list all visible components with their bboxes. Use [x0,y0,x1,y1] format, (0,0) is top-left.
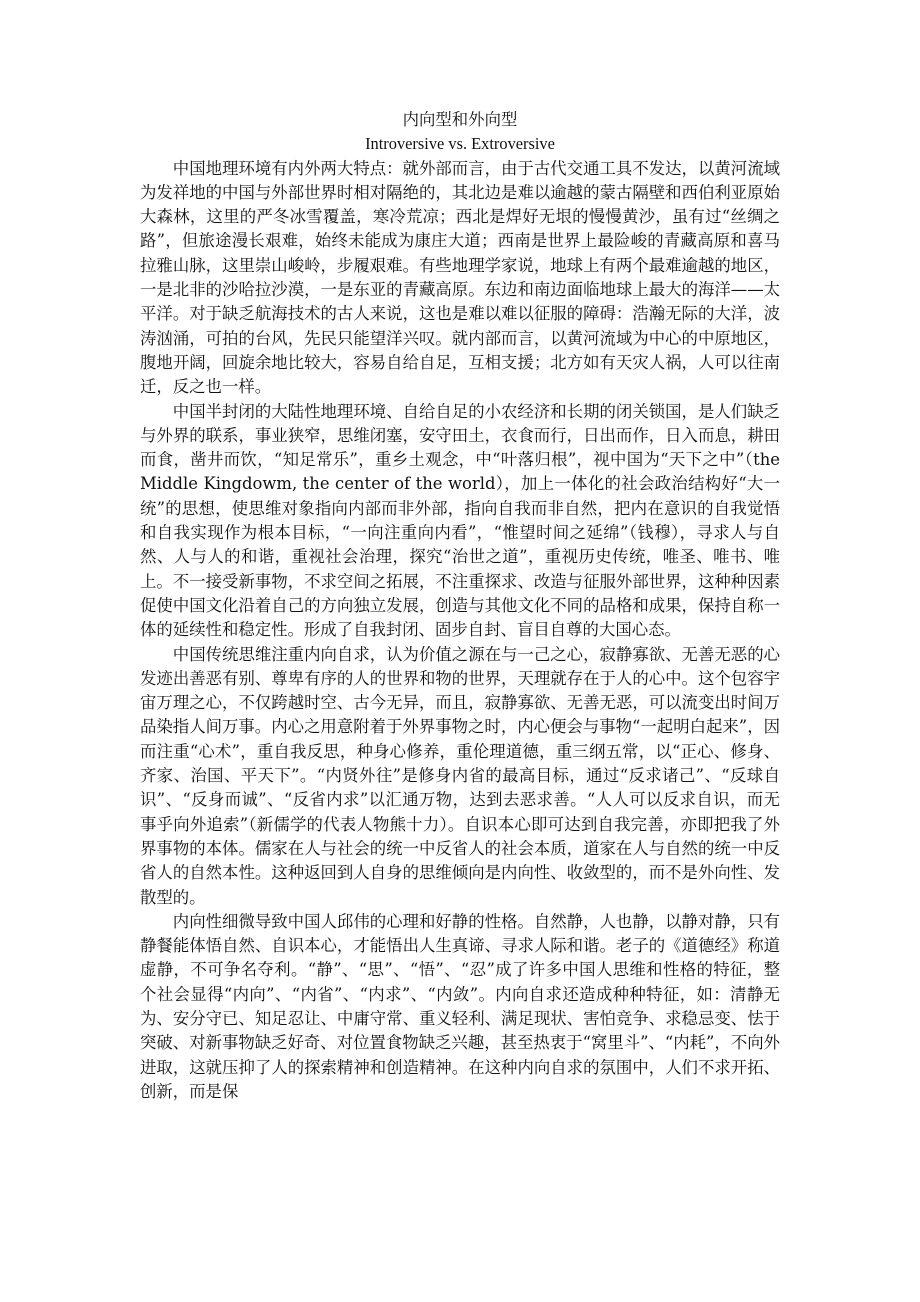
paragraph-semi-closed: 中国半封闭的大陆性地理环境、自给自足的小农经济和长期的闭关锁国，是人们缺乏与外界的联系，事业狭窄，思维闭塞，安守田土，衣食而行，日出而作，日入而息，耕田而食，凿井而饮，“知足常乐”，重乡土观念，中“叶落归根”，视中国为“天下之中”（the Middle Kingdowm, the center of the world），加上一体化的社会政治结构好“大一统”的思想，使思维对象指向内部而非外部，指向自我而非自然，把内在意识的自我觉悟和自我实现作为根本目标，“一向注重向内看”，“惟望时间之延绵”（钱穆），寻求人与自然、人与人的和谐，重视社会治理，探究“治世之道”，重视历史传统，唯圣、唯书、唯上。不一接受新事物，不求空间之拓展，不注重探求、改造与征服外部世界，这种种因素促使中国文化沿着自己的方向独立发展，创造与其他文化不同的品格和成果，保持自称一体的延续性和稳定性。形成了自我封闭、固步自封、盲目自尊的大国心态。 [140,401,780,640]
paragraph-introspection: 中国传统思维注重内向自求，认为价值之源在与一己之心，寂静寡欲、无善无恶的心发迹出善恶有别、尊卑有序的人的世界和物的世界，天理就存在于人的心中。这个包容宇宙万理之心，不仅跨越时空、古今无异，而且，寂静寡欲、无善无恶，可以流变出时间万品染指人间万事。内心之用意附着于外界事物之时，内心便会与事物“一起明白起来”，因而注重“心术”，重自我反思，种身心修养，重伦理道德，重三纲五常，以“正心、修身、齐家、治国、平天下”。“内贤外往”是修身内省的最高目标，通过“反求诸己”、“反球自识”、“反身而诚”、“反省内求”以汇通万物，达到去恶求善。“人人可以反求自识，而无事乎向外追索”（新儒学的代表人物熊十力）。自识本心即可达到自我完善，亦即把我了外界事物的本体。儒家在人与社会的统一中反省人的社会本质，道家在人与自然的统一中反省人的自然本性。这种返回到人自身的思维倾向是内向性、收敛型的，而不是外向性、发散型的。 [140,644,780,907]
document-title: 内向型和外向型 [402,110,518,129]
document-subtitle: Introversive vs. Extroversive [365,134,555,154]
document-page [140,108,780,1104]
paragraph-quiet-character: 内向性细微导致中国人邱伟的心理和好静的性格。自然静，人也静，以静对静，只有静餐能体悟自然、自识本心，才能悟出人生真谛、寻求人际和谐。老子的《道德经》称道虚静，不可争名夺利。“静”、“思”、“悟”、“忍”成了许多中国人思维和性格的特征，整个社会显得“内向”、“内省”、“内求”、“内敛”。内向自求还造成种种特征，如：清静无为、安分守已、知足忍让、中庸守常、重义轻利、满足现状、害怕竞争、求稳忌变、怯于突破、对新事物缺乏好奇、对位置食物缺乏兴趣，甚至热衷于“窝里斗”、“内耗”，不向外进取，这就压抑了人的探索精神和创造精神。在这种内向自求的氛围中，人们不求开拓、创新，而是保 [140,911,780,1101]
paragraph-geography: 中国地理环境有内外两大特点：就外部而言，由于古代交通工具不发达，以黄河流域为发祥地的中国与外部世界时相对隔绝的，其北边是难以逾越的蒙古隔壁和西伯利亚原始大森林，这里的严冬冰雪覆盖，寒冷荒凉；西北是焊好无垠的慢慢黄沙，虽有过“丝绸之路”，但旅途漫长艰难，始终未能成为康庄大道；西南是世界上最险峻的青藏高原和喜马拉雅山脉，这里崇山峻岭，步履艰难。有些地理学家说，地球上有两个最难逾越的地区，一是北非的沙哈拉沙漠，一是东亚的青藏高原。东边和南边面临地球上最大的海洋——太平洋。对于缺乏航海技术的古人来说，这也是难以难以征服的障碍：浩瀚无际的大洋，波涛汹涌，可拍的台风，先民只能望洋兴叹。就内部而言，以黄河流域为中心的中原地区，腹地开阔，回旋余地比较大，容易自给自足，互相支援；北方如有天灾人祸，人可以往南迁，反之也一样。 [140,158,780,397]
